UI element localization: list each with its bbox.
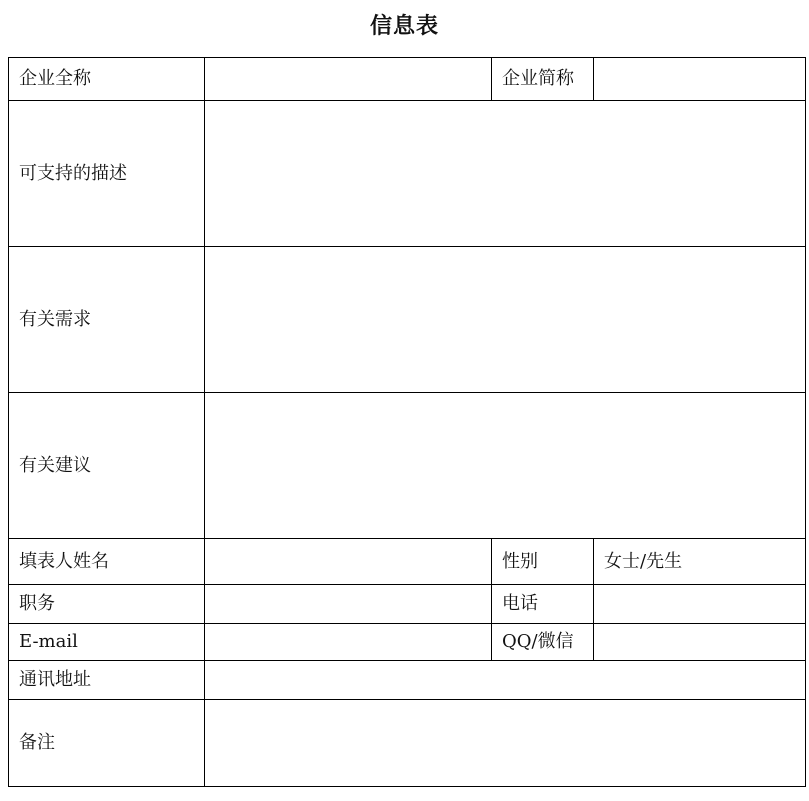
- related-needs-label: 有关需求: [9, 247, 205, 393]
- phone-field[interactable]: [594, 585, 806, 624]
- remarks-field[interactable]: [205, 700, 806, 787]
- support-description-field[interactable]: [205, 101, 806, 247]
- related-suggestions-label: 有关建议: [9, 393, 205, 539]
- gender-field[interactable]: 女士/先生: [594, 539, 806, 585]
- company-short-name-label: 企业简称: [492, 58, 594, 101]
- company-full-name-label: 企业全称: [9, 58, 205, 101]
- address-field[interactable]: [205, 661, 806, 700]
- info-form-table: [8, 57, 806, 787]
- related-needs-field[interactable]: [205, 247, 806, 393]
- email-field[interactable]: [205, 624, 492, 661]
- company-short-name-field[interactable]: [594, 58, 806, 101]
- company-full-name-field[interactable]: [205, 58, 492, 101]
- row-related-suggestions: [9, 393, 806, 539]
- row-email-qq: [9, 624, 806, 661]
- remarks-label: 备注: [9, 700, 205, 787]
- row-related-needs: [9, 247, 806, 393]
- qq-wechat-label: QQ/微信: [492, 624, 594, 661]
- filler-name-label: 填表人姓名: [9, 539, 205, 585]
- filler-name-field[interactable]: [205, 539, 492, 585]
- row-position-phone: [9, 585, 806, 624]
- email-label: E-mail: [9, 624, 205, 661]
- row-address: [9, 661, 806, 700]
- form-title: 信息表: [369, 13, 439, 39]
- support-description-label: 可支持的描述: [9, 101, 205, 247]
- position-field[interactable]: [205, 585, 492, 624]
- address-label: 通讯地址: [9, 661, 205, 700]
- row-support-description: [9, 101, 806, 247]
- row-filler-name-gender: [9, 539, 806, 585]
- gender-label: 性别: [492, 539, 594, 585]
- phone-label: 电话: [492, 585, 594, 624]
- position-label: 职务: [9, 585, 205, 624]
- row-remarks: [9, 700, 806, 787]
- row-company-names: [9, 58, 806, 101]
- related-suggestions-field[interactable]: [205, 393, 806, 539]
- qq-wechat-field[interactable]: [594, 624, 806, 661]
